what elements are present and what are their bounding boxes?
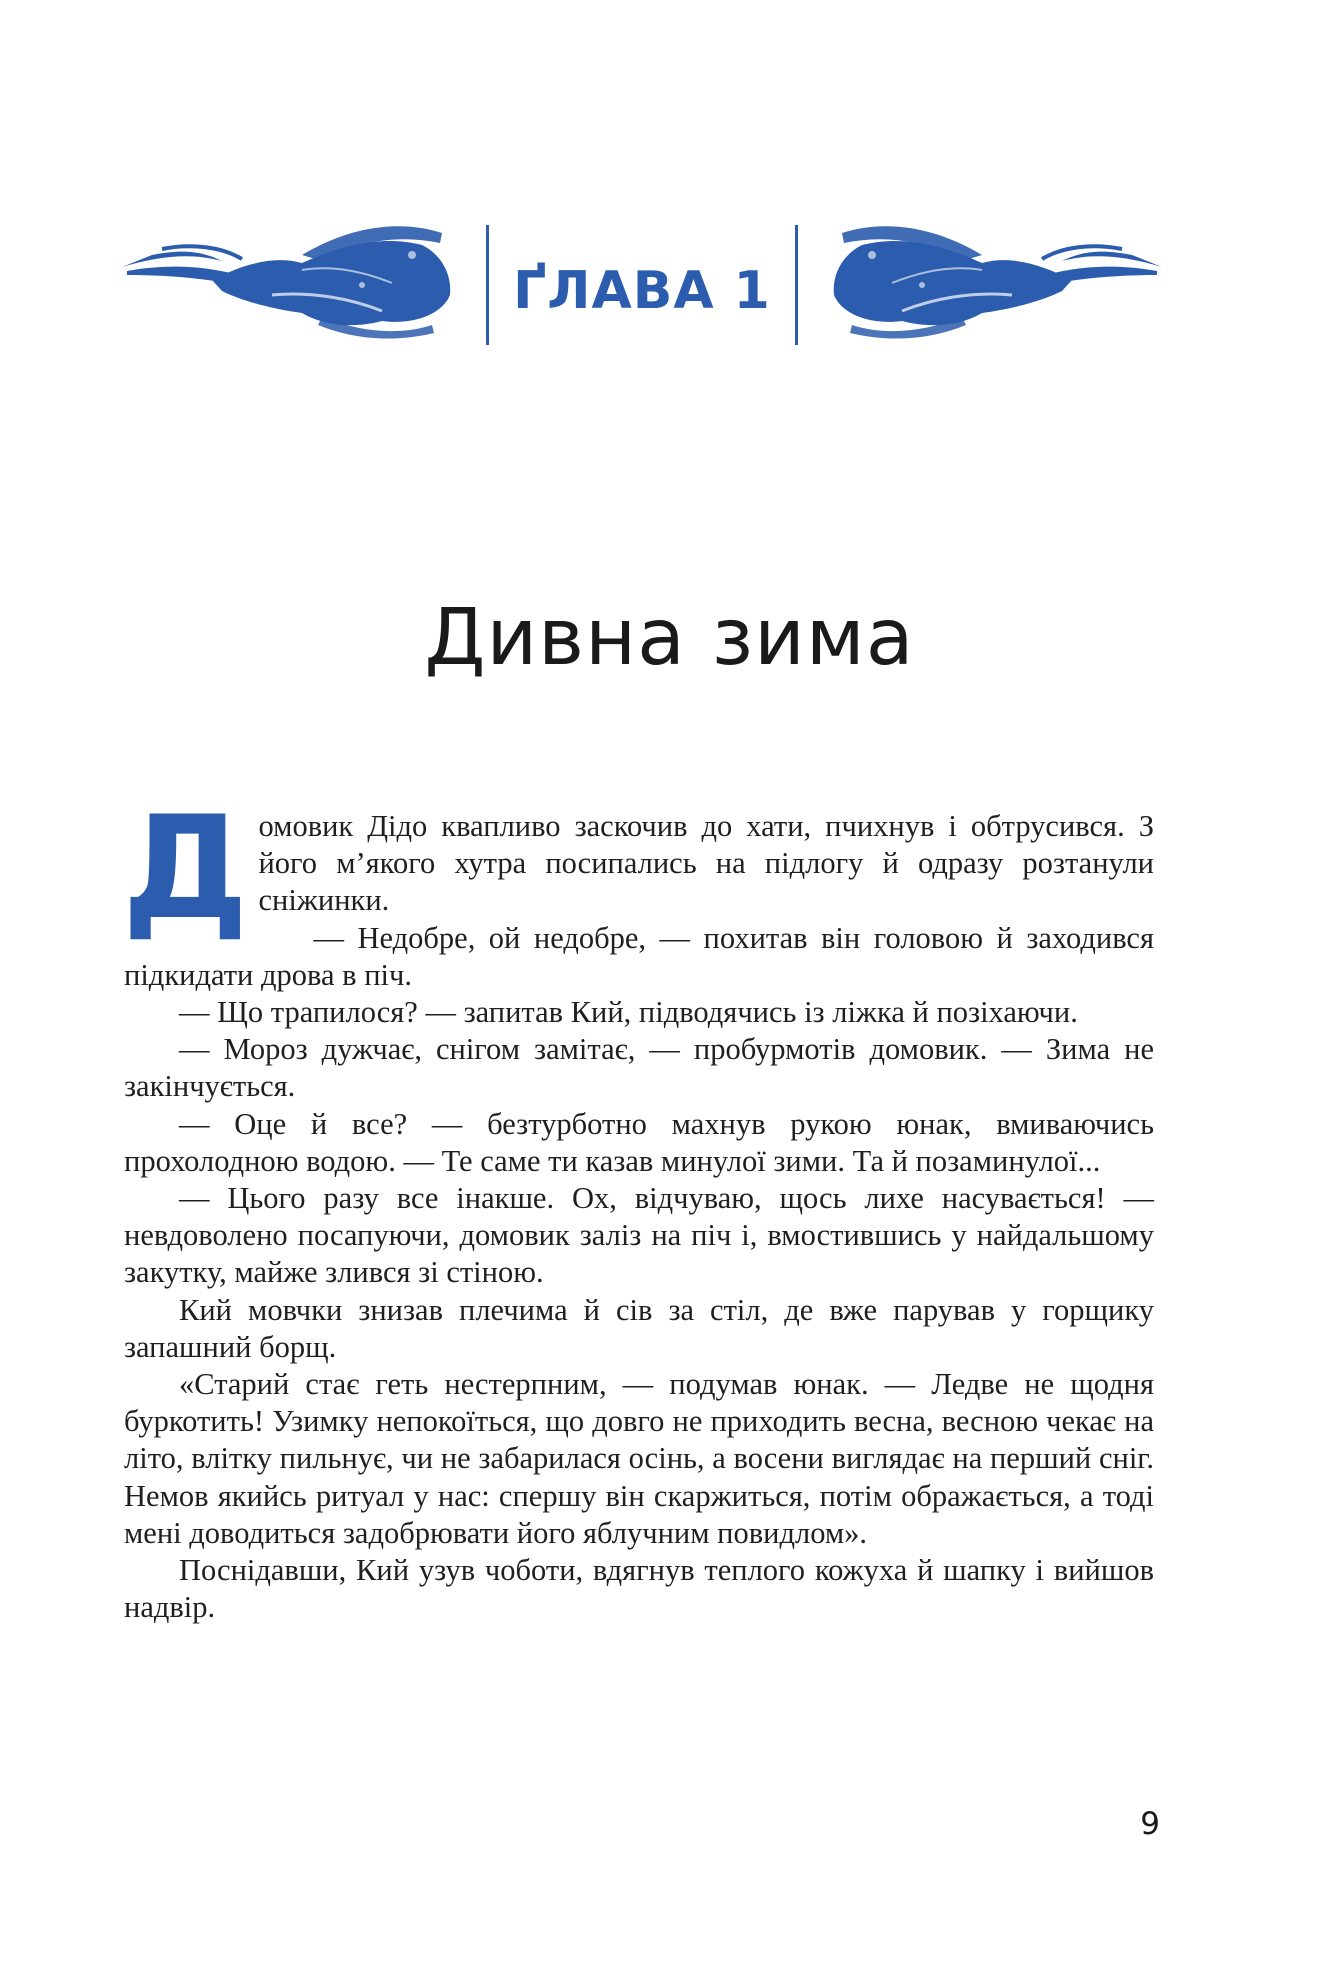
- paragraph-9: Поснідавши, Кий узув чоботи, вдягнув теплого кожуха й шапку і вийшов надвір.: [124, 1553, 1154, 1625]
- brush-ornament-left: [122, 225, 492, 345]
- body-text: [122, 786, 1154, 1626]
- paragraph-5: — Оце й все? — безтурботно махнув рукою юнак, вмиваючись прохолодною водою. — Те саме ти казав минулої зими. Та й позаминулої...: [124, 1106, 1154, 1178]
- paragraph-3: — Що трапилося? — запитав Кий, підводячись із ліжка й позіхаючи.: [179, 995, 1078, 1030]
- paragraph-4: — Мороз дужчає, снігом замітає, — пробурмотів домовик. — Зима не закінчується.: [124, 1032, 1154, 1104]
- paragraph-8: «Старий стає геть нестерпним, — подумав юнак. — Ледве не щодня буркотить! Узимку непокоїться, що довго не приходить весна, весною чекає на літо, влітку пильнує, чи не забарилася осінь, а восени виглядає на перший сніг. Немов якийсь ритуал у нас: спершу він скаржиться, потім ображається, а тоді мені доводиться задобрювати його яблучним повидлом».: [124, 1367, 1154, 1550]
- chapter-label: ҐЛАВА 1: [513, 261, 771, 321]
- chapter-header: [0, 225, 1339, 345]
- paragraph-2: — Недобре, ой недобре, — похитав він головою й заходився підкидати дрова в піч.: [124, 920, 1154, 992]
- paragraph-6: — Цього разу все інакше. Ох, відчуваю, щось лихе насувається! — невдоволено посапуючи, домовик заліз на піч і, вмостившись у найдальшому закутку, майже злився зі стіною.: [124, 1181, 1154, 1290]
- chapter-title: Дивна зима: [424, 593, 915, 683]
- brush-ornament-right: [792, 225, 1162, 345]
- page-number: 9: [1140, 1806, 1160, 1842]
- paragraph-7: Кий мовчки знизав плечима й сів за стіл, де вже парував у горщику запашний борщ.: [124, 1292, 1154, 1364]
- drop-cap: Д: [122, 786, 249, 951]
- paragraph-1: Домовик Дідо квапливо заскочив до хати, пчихнув і обтрусився. З його м’якого хутра посипались на підлогу й одразу розтанули сніжинки.: [122, 786, 1154, 951]
